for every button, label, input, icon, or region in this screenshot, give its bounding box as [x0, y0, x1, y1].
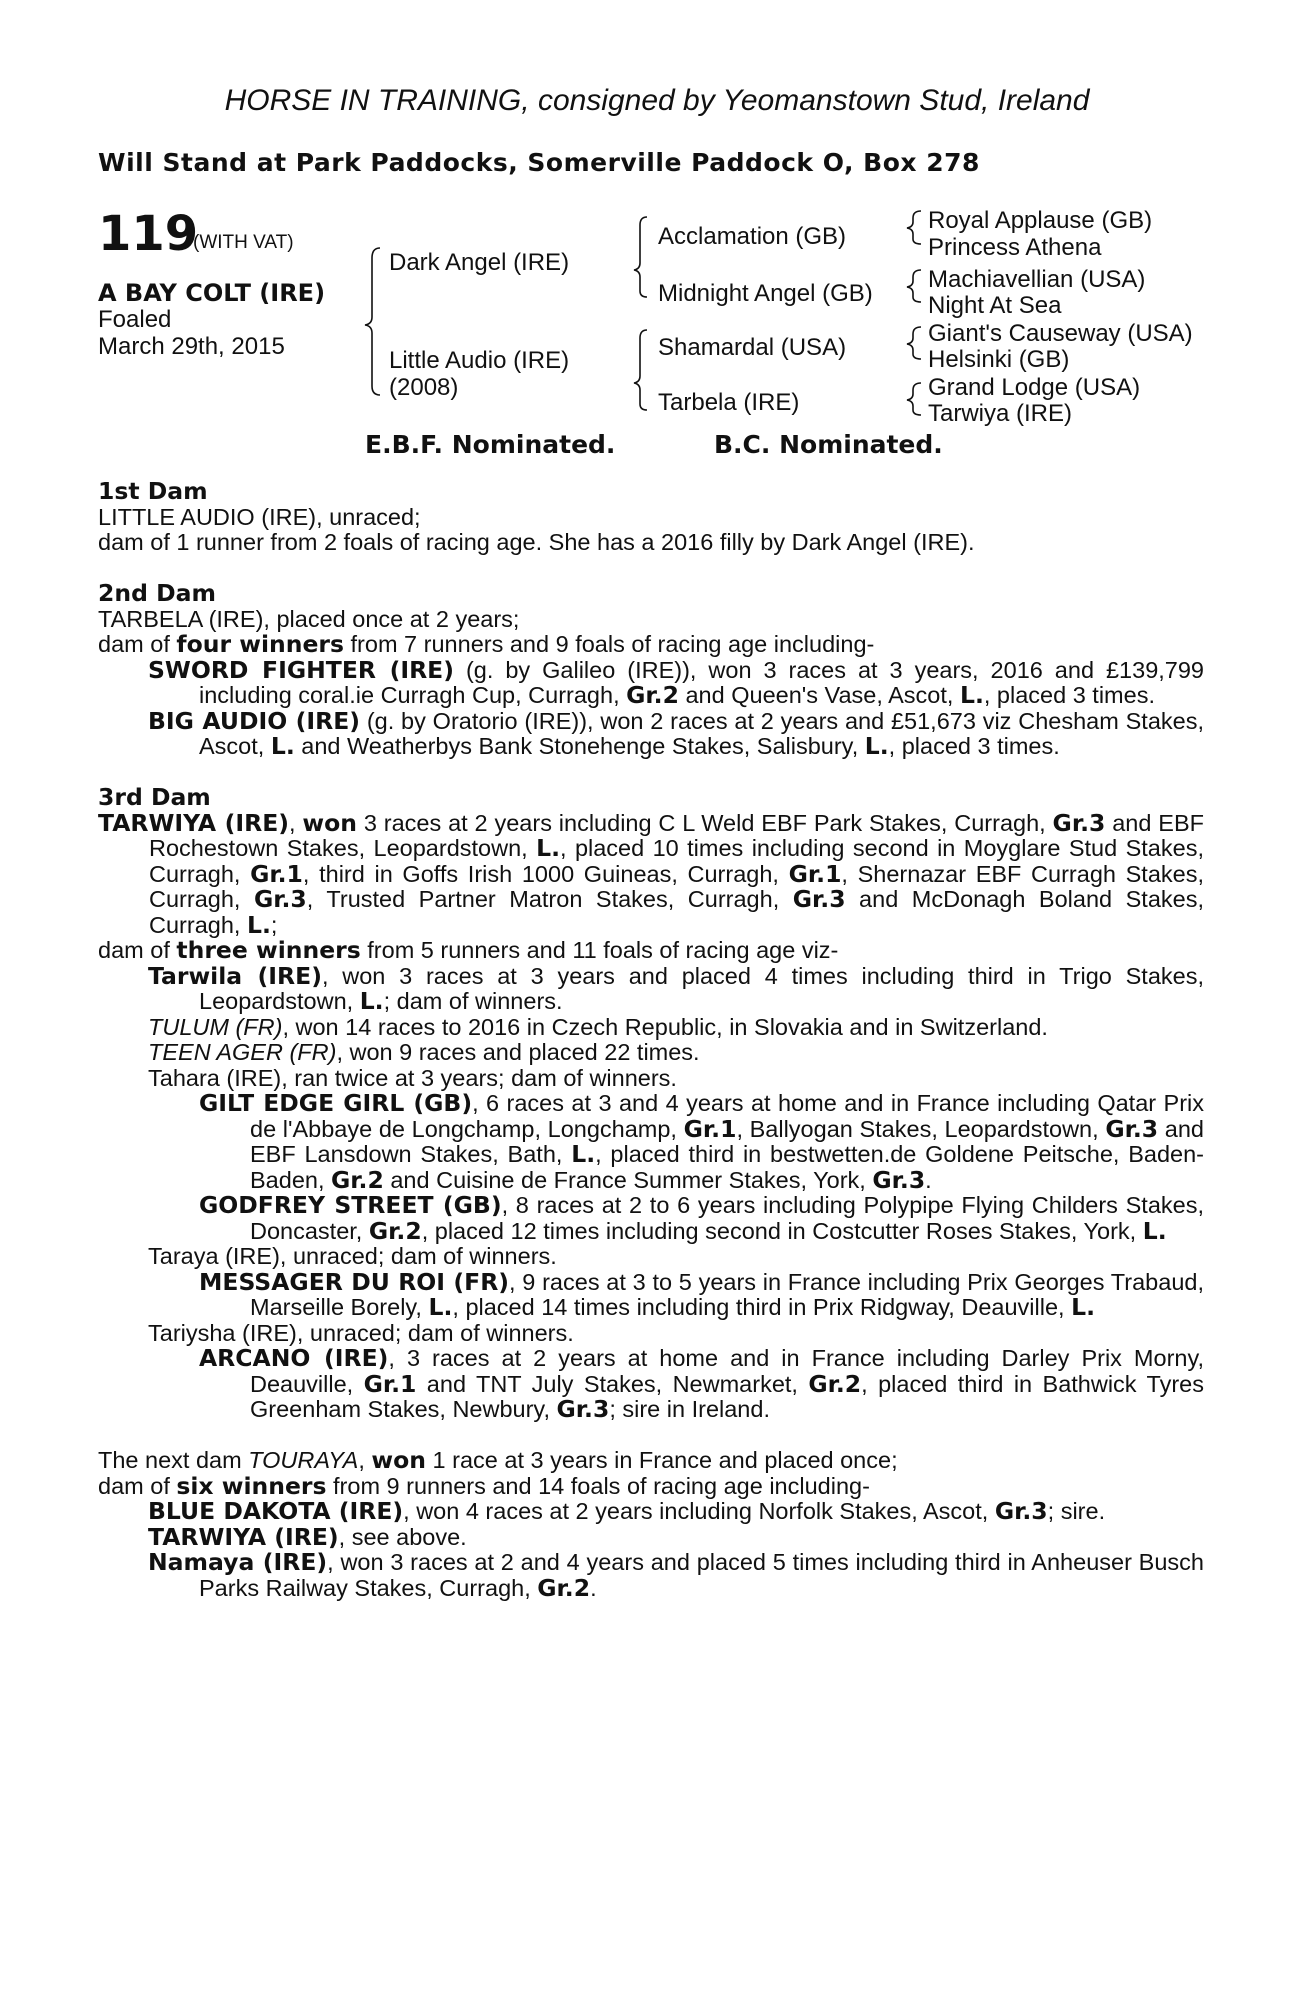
second-dam-section: [98, 581, 1204, 760]
second-dam-line: TARBELA (IRE), placed once at 2 years;: [98, 605, 520, 632]
produce-entry: GODFREY STREET (GB), 8 races at 2 to 6 years including Polypipe Flying Childers Stakes, Doncaster, Gr.2, placed 12 times including second in Costcutter Roses Stakes, York, L.: [199, 1191, 1205, 1245]
first-dam-heading: 1st Dam: [98, 477, 208, 505]
ggp-5: Giant's Causeway (USA): [928, 320, 1193, 347]
stand-location: Will Stand at Park Paddocks, Somerville Paddock O, Box 278: [98, 148, 980, 177]
produce-entry: TARWIYA (IRE), see above.: [148, 1522, 467, 1551]
third-dam-produce: dam of three winners from 5 runners and 11 foals of racing age viz-: [98, 936, 839, 964]
produce-entry: Taraya (IRE), unraced; dam of winners.: [148, 1243, 557, 1269]
next-dam-produce: dam of six winners from 9 runners and 14 foals of racing age including-: [98, 1471, 870, 1500]
foaled-date: March 29th, 2015: [98, 333, 285, 360]
third-dam-line: TARWIYA (IRE), won 3 races at 2 years including C L Weld EBF Park Stakes, Curragh, Gr.3 and EBF Rochestown Stakes, Leopardstown, L., placed 10 times including second in Moyglare Stud Stakes, Curragh, Gr.1, third in Goffs Irish 1000 Guineas, Curragh, Gr.1, Shernazar EBF Curragh Stakes, Curragh, Gr.3, Trusted Partner Matron Stakes, Curragh, Gr.3 and McDonagh Boland Stakes, Curragh, L.;: [98, 808, 1204, 939]
ggp-4: Night At Sea: [928, 292, 1062, 319]
ggp-1: Royal Applause (GB): [928, 207, 1153, 234]
third-dam-heading: 3rd Dam: [98, 783, 211, 811]
ggp-6: Helsinki (GB): [928, 346, 1070, 373]
second-dam-produce: dam of four winners from 7 runners and 9 foals of racing age including-: [98, 630, 875, 658]
produce-entry: MESSAGER DU ROI (FR), 9 races at 3 to 5 years in France including Prix Georges Trabaud, Marseille Borely, L., placed 14 times including third in Prix Ridgway, Deauville, L.: [199, 1267, 1204, 1321]
produce-entry: Namaya (IRE), won 3 races at 2 and 4 years and placed 5 times including third in Anheuser Busch Parks Railway Stakes, Curragh, Gr.2.: [148, 1548, 1204, 1602]
sire-sire: Acclamation (GB): [658, 223, 847, 250]
page-title: HORSE IN TRAINING, consigned by Yeomanstown Stud, Ireland: [224, 84, 1090, 117]
produce-entry: GILT EDGE GIRL (GB), 6 races at 3 and 4 years at home and in France including Qatar Prix de l'Abbaye de Longchamp, Longchamp, Gr.1, Ballyogan Stakes, Leopardstown, Gr.3 and EBF Lansdown Stakes, Bath, L., placed third in bestwetten.de Goldene Peitsche, Baden-Baden, Gr.2 and Cuisine de France Summer Stakes, York, Gr.3.: [199, 1089, 1204, 1194]
foaled-label: Foaled: [98, 306, 172, 333]
produce-entry: Tahara (IRE), ran twice at 3 years; dam of winners.: [148, 1064, 677, 1091]
dam-name: Little Audio (IRE): [389, 347, 570, 374]
bracket-dam: [634, 330, 647, 410]
produce-entry: BLUE DAKOTA (IRE), won 4 races at 2 years including Norfolk Stakes, Ascot, Gr.3; sire.: [148, 1497, 1106, 1525]
lot-number: 119: [98, 206, 199, 262]
third-dam-section: [98, 785, 1204, 1423]
produce-entry: Tarwila (IRE), won 3 races at 3 years and placed 4 times including third in Trigo Stakes, Leopardstown, L.; dam of winners.: [148, 961, 1204, 1015]
first-dam-section: [98, 479, 1204, 556]
bc-nominated: B.C. Nominated.: [714, 430, 943, 459]
ggp-8: Tarwiya (IRE): [928, 400, 1073, 427]
catalogue-body: [98, 479, 1204, 1601]
bracket-sire: [634, 217, 647, 297]
bracket-parents: [365, 248, 380, 395]
produce-entry: TEEN AGER (FR), won 9 races and placed 22 times.: [148, 1039, 700, 1065]
ebf-nominated: E.B.F. Nominated.: [365, 430, 616, 459]
produce-entry: Tariysha (IRE), unraced; dam of winners.: [148, 1319, 574, 1346]
first-dam-line: LITTLE AUDIO (IRE), unraced;: [98, 503, 421, 530]
next-dam-line: The next dam TOURAYA, won 1 race at 3 years in France and placed once;: [98, 1446, 898, 1474]
first-dam-produce: dam of 1 runner from 2 foals of racing age. She has a 2016 filly by Dark Angel (IRE).: [98, 529, 975, 555]
dam-year: (2008): [389, 374, 459, 401]
produce-entry: SWORD FIGHTER (IRE) (g. by Galileo (IRE)), won 3 races at 3 years, 2016 and £139,799 including coral.ie Curragh Cup, Curragh, Gr.2 and Queen's Vase, Ascot, L., placed 3 times.: [148, 655, 1205, 709]
next-dam-section: [98, 1448, 1204, 1601]
dam-sire: Shamardal (USA): [658, 334, 847, 361]
second-dam-heading: 2nd Dam: [98, 579, 216, 607]
dam-dam: Tarbela (IRE): [658, 389, 800, 416]
vat-label: (WITH VAT): [193, 232, 294, 253]
produce-entry: TULUM (FR), won 14 races to 2016 in Czech Republic, in Slovakia and in Switzerland.: [148, 1013, 1048, 1040]
lot-description: A BAY COLT (IRE): [98, 279, 326, 307]
ggp-2: Princess Athena: [928, 234, 1102, 261]
sire-name: Dark Angel (IRE): [389, 249, 570, 276]
sire-dam: Midnight Angel (GB): [658, 280, 873, 307]
produce-entry: BIG AUDIO (IRE) (g. by Oratorio (IRE)), won 2 races at 2 years and £51,673 viz Chesham Stakes, Ascot, L. and Weatherbys Bank Stonehenge Stakes, Salisbury, L., placed 3 times.: [148, 706, 1204, 760]
ggp-7: Grand Lodge (USA): [928, 374, 1141, 401]
produce-entry: ARCANO (IRE), 3 races at 2 years at home and in France including Darley Prix Morny, Deauville, Gr.1 and TNT July Stakes, Newmarket, Gr.2, placed third in Bathwick Tyres Greenham Stakes, Newbury, Gr.3; sire in Ireland.: [199, 1344, 1204, 1423]
ggp-3: Machiavellian (USA): [928, 266, 1146, 293]
